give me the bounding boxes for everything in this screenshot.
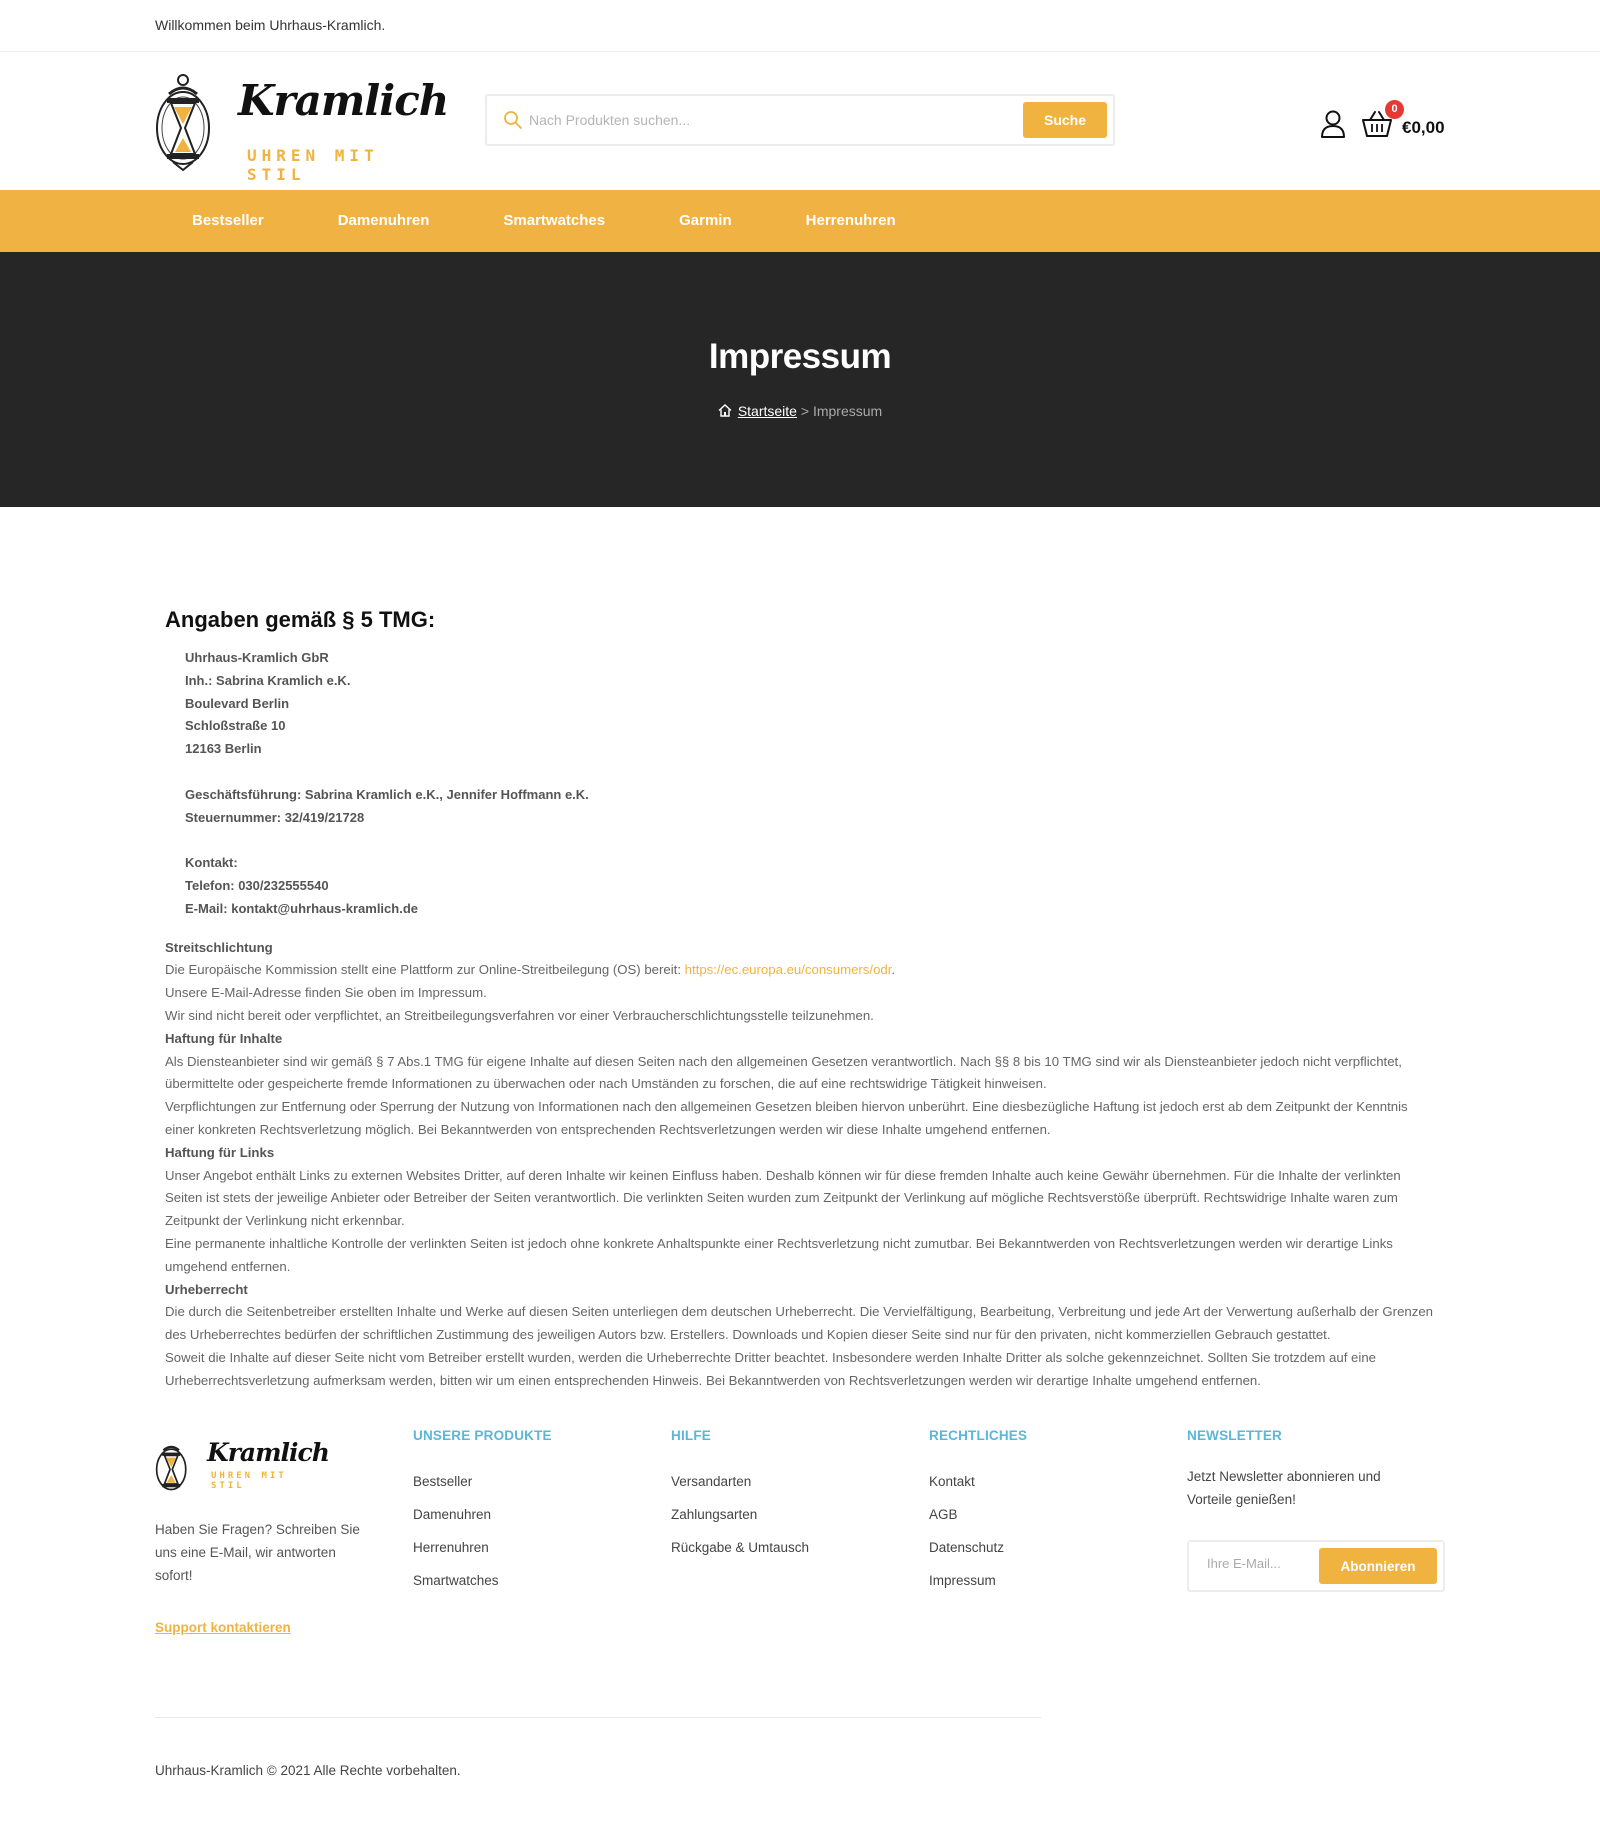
footer-col-products	[413, 1428, 643, 1597]
newsletter-text: Jetzt Newsletter abonnieren und Vorteile genießen!	[1187, 1469, 1381, 1507]
top-bar	[0, 0, 1600, 52]
home-icon	[718, 404, 732, 417]
address-line: Inh.: Sabrina Kramlich e.K.	[185, 672, 351, 688]
footer-divider	[155, 1717, 1041, 1718]
footer-col-help	[671, 1428, 901, 1564]
subheading-urheberrecht: Urheberrecht	[165, 1281, 248, 1297]
footer-link[interactable]: Rückgabe & Umtausch	[671, 1540, 810, 1555]
page-hero	[0, 252, 1600, 507]
odr-link[interactable]: https://ec.europa.eu/consumers/odr	[684, 962, 892, 978]
address-line: 12163 Berlin	[185, 741, 262, 757]
breadcrumb-separator: >	[800, 403, 810, 419]
breadcrumb	[0, 403, 1600, 419]
footer-col-newsletter	[1187, 1428, 1447, 1574]
contact-label: Kontakt:	[185, 855, 238, 871]
management-line: Geschäftsführung: Sabrina Kramlich e.K., Jennifer Hoffmann e.K.	[185, 786, 589, 802]
paragraph: Als Diensteanbieter sind wir gemäß § 7 Abs.1 TMG für eigene Inhalte auf diesen Seiten nach den allgemeinen Gesetzen verantwortlich. Nach §§ 8 bis 10 TMG sind wir als Diensteanbieter jedoch nicht verpflichtet, übermittelte oder gespeicherte fremde Informationen zu überwachen oder nach Umständen zu forschen, die auf eine rechtswidrige Tätigkeit hinweisen.	[165, 1053, 1402, 1092]
footer-col-legal	[929, 1428, 1159, 1597]
welcome-text: Willkommen beim Uhrhaus-Kramlich.	[155, 17, 386, 33]
nav-item-garmin[interactable]: Garmin	[679, 212, 732, 229]
nav-item-damenuhren[interactable]: Damenuhren	[337, 212, 430, 229]
breadcrumb-home-link[interactable]: Startseite	[737, 403, 797, 419]
search-button[interactable]: Suche	[1023, 102, 1107, 138]
footer-heading: UNSERE PRODUKTE	[413, 1428, 552, 1443]
company-info	[165, 647, 1435, 921]
legal-text	[165, 937, 1435, 1393]
footer-link[interactable]: Kontakt	[929, 1474, 975, 1489]
paragraph: Eine permanente inhaltliche Kontrolle der verlinkten Seiten ist jedoch ohne konkrete Anhaltspunkte einer Rechtsverletzung nicht zumutbar. Bei Bekanntwerden von Rechtsverletzungen werden wir derartige Links umgehend entfernen.	[165, 1235, 1393, 1274]
user-icon[interactable]	[1320, 110, 1346, 138]
subheading-streitschlichtung: Streitschlichtung	[165, 939, 273, 955]
paragraph: Unsere E-Mail-Adresse finden Sie oben im Impressum.	[165, 985, 487, 1001]
impressum-content	[165, 607, 1435, 1393]
footer-link[interactable]: Herrenuhren	[413, 1540, 489, 1555]
footer-logo-title: Kramlich	[207, 1438, 329, 1467]
subheading-haftung-inhalte: Haftung für Inhalte	[165, 1030, 283, 1046]
footer-logo[interactable]	[155, 1438, 329, 1498]
footer-link[interactable]: Datenschutz	[929, 1540, 1005, 1555]
phone-line: Telefon: 030/232555540	[185, 877, 329, 893]
newsletter-form	[1187, 1540, 1445, 1592]
footer-heading: NEWSLETTER	[1187, 1428, 1282, 1443]
footer-link[interactable]: Bestseller	[413, 1474, 473, 1489]
hourglass-lantern-icon	[155, 72, 221, 172]
nav-item-smartwatches[interactable]: Smartwatches	[503, 212, 606, 229]
newsletter-email-input[interactable]	[1207, 1556, 1317, 1571]
footer-link[interactable]: Damenuhren	[413, 1507, 492, 1522]
paragraph: Soweit die Inhalte auf dieser Seite nicht vom Betreiber erstellt wurden, werden die Urheberrechte Dritter beachtet. Insbesondere werden Inhalte Dritter als solche gekennzeichnet. Sollten Sie trotzdem auf eine Urheberrechtsverletzung aufmerksam werden, bitten wir um einen entsprechenden Hinweis. Bei Bekanntwerden von Rechtsverletzungen werden wir derartige Inhalte umgehend entfernen.	[165, 1349, 1376, 1388]
footer-link[interactable]: Impressum	[929, 1573, 996, 1588]
nav-item-herrenuhren[interactable]: Herrenuhren	[805, 212, 896, 229]
subheading-haftung-links: Haftung für Links	[165, 1144, 275, 1160]
address-line: Boulevard Berlin	[185, 695, 290, 711]
page-title: Impressum	[708, 337, 892, 376]
main-nav	[0, 190, 1600, 252]
breadcrumb-current: Impressum	[812, 403, 883, 419]
address-line: Uhrhaus-Kramlich GbR	[185, 650, 329, 665]
copyright-text: Uhrhaus-Kramlich © 2021 Alle Rechte vorbehalten.	[155, 1763, 461, 1778]
footer-heading: HILFE	[671, 1428, 711, 1443]
footer-link[interactable]: Smartwatches	[413, 1573, 499, 1588]
search-bar	[485, 94, 1115, 146]
logo-title: Kramlich	[238, 76, 449, 125]
footer-logo-subtitle: UHREN MIT STIL	[211, 1471, 287, 1491]
paragraph: Die Europäische Kommission stellt eine Plattform zur Online-Streitbeilegung (OS) bereit: https://ec.europa.eu/consumers/odr.	[165, 962, 896, 978]
footer-heading: RECHTLICHES	[929, 1428, 1028, 1443]
tax-number-line: Steuernummer: 32/419/21728	[185, 809, 365, 825]
section-heading: Angaben gemäß § 5 TMG:	[165, 607, 436, 632]
footer-about-text: Haben Sie Fragen? Schreiben Sie uns eine E-Mail, wir antworten sofort!	[155, 1522, 360, 1583]
paragraph: Wir sind nicht bereit oder verpflichtet, an Streitbeilegungsverfahren vor einer Verbraucherschlichtungsstelle teilzunehmen.	[165, 1007, 874, 1023]
hourglass-lantern-icon	[155, 1438, 193, 1494]
support-link[interactable]: Support kontaktieren	[155, 1620, 291, 1635]
paragraph: Die durch die Seitenbetreiber erstellten Inhalte und Werke auf diesen Seiten unterliegen dem deutschen Urheberrecht. Die Vervielfältigung, Bearbeitung, Verbreitung und jede Art der Verwertung außerhalb der Grenzen des Urheberrechtes bedürfen der schriftlichen Zustimmung des jeweiligen Autors bzw. Erstellers. Downloads und Kopien dieser Seite sind nur für den privaten, nicht kommerziellen Gebrauch gestattet.	[165, 1304, 1433, 1343]
site-logo[interactable]	[155, 72, 449, 184]
logo-subtitle: UHREN MIT STIL	[247, 146, 379, 184]
footer-link[interactable]: Zahlungsarten	[671, 1507, 758, 1522]
subscribe-button[interactable]: Abonnieren	[1319, 1548, 1437, 1584]
footer-link[interactable]: Versandarten	[671, 1474, 752, 1489]
email-line: E-Mail: kontakt@uhrhaus-kramlich.de	[185, 900, 418, 916]
search-input[interactable]	[529, 106, 1009, 134]
address-line: Schloßstraße 10	[185, 718, 286, 734]
cart-count-badge: 0	[1385, 100, 1404, 119]
paragraph: Unser Angebot enthält Links zu externen Websites Dritter, auf deren Inhalte wir keinen Einfluss haben. Deshalb können wir für diese fremden Inhalte auch keine Gewähr übernehmen. Für die Inhalte der verlinkten Seiten ist stets der jeweilige Anbieter oder Betreiber der Seiten verantwortlich. Die verlinkten Seiten wurden zum Zeitpunkt der Verlinkung auf mögliche Rechtsverstöße überprüft. Rechtswidrige Inhalte waren zum Zeitpunkt der Verlinkung nicht erkennbar.	[165, 1167, 1401, 1229]
cart-total[interactable]: €0,00	[1402, 118, 1445, 137]
site-header	[0, 52, 1600, 190]
nav-item-bestseller[interactable]: Bestseller	[192, 212, 264, 229]
search-icon	[503, 110, 523, 130]
paragraph: Verpflichtungen zur Entfernung oder Sperrung der Nutzung von Informationen nach den allgemeinen Gesetzen bleiben hiervon unberührt. Eine diesbezügliche Haftung ist jedoch erst ab dem Zeitpunkt der Kenntnis einer konkreten Rechtsverletzung möglich. Bei Bekanntwerden von entsprechenden Rechtsverletzungen werden wir diese Inhalte umgehend entfernen.	[165, 1099, 1408, 1137]
site-footer	[0, 1428, 1600, 1832]
footer-link[interactable]: AGB	[929, 1507, 958, 1522]
